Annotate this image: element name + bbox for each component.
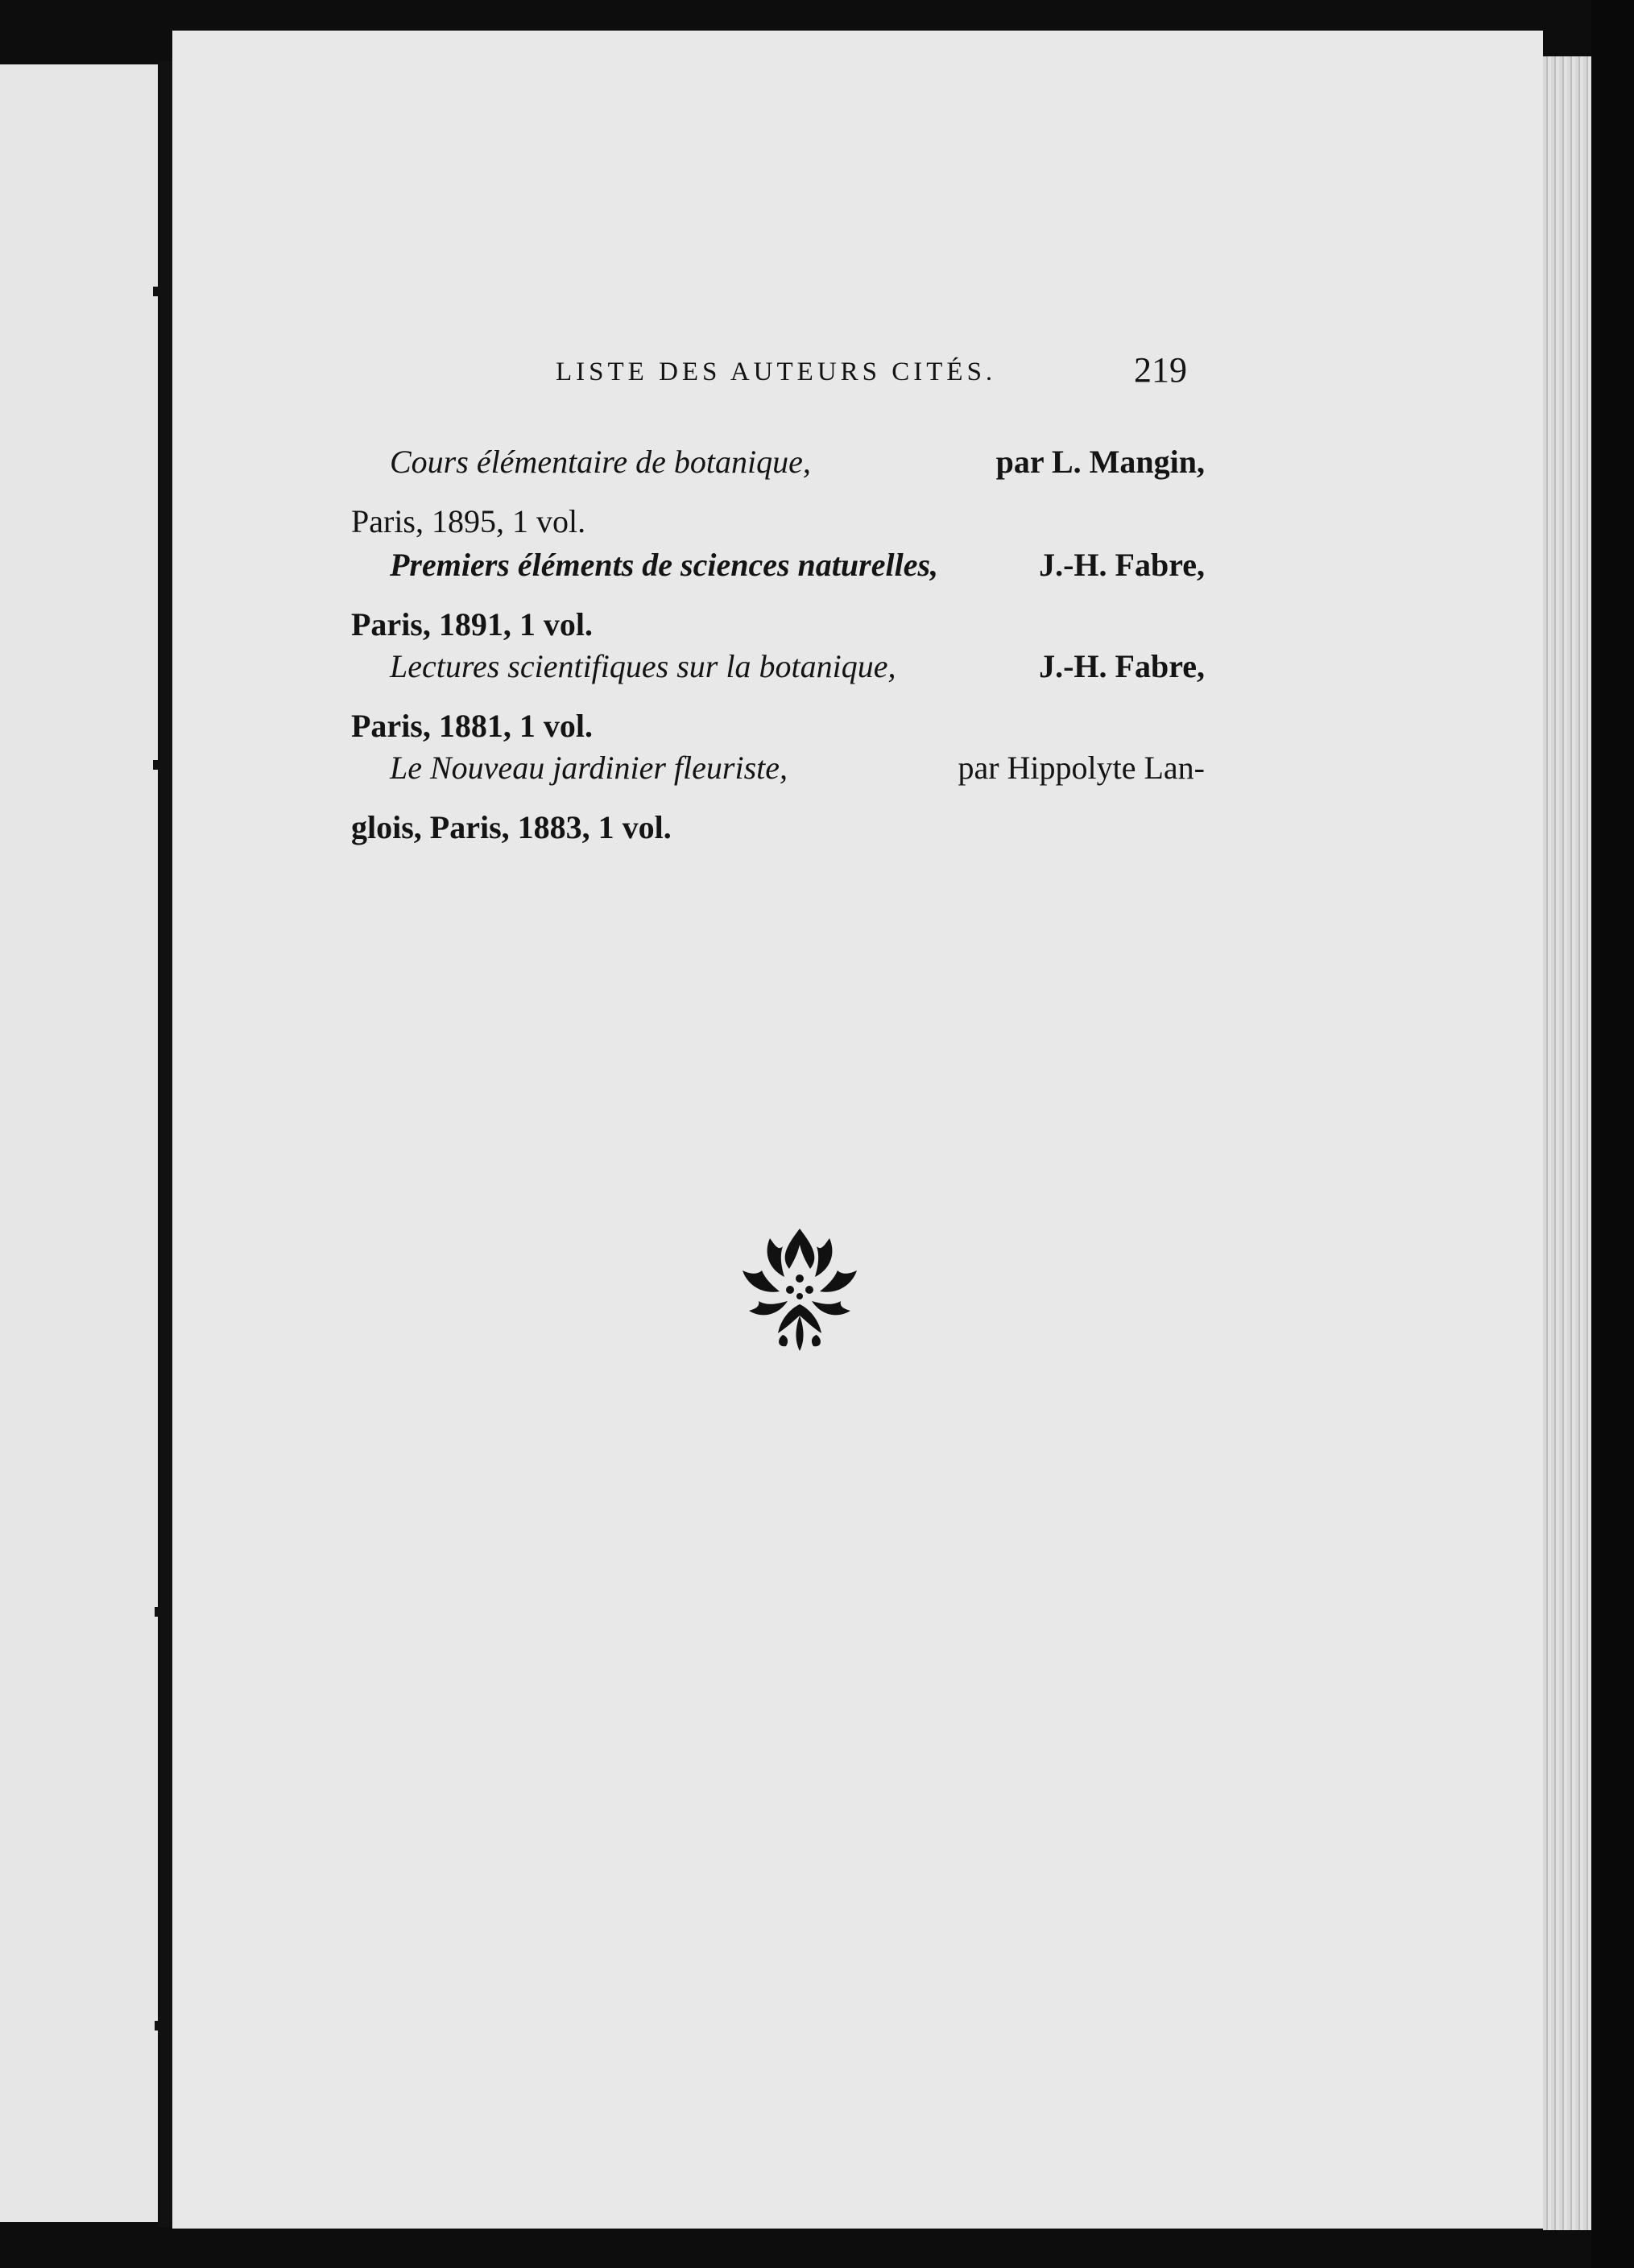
gutter-stitch-mark xyxy=(155,2021,172,2030)
scan-border-right xyxy=(1591,0,1634,2268)
entry-author: par Hippolyte Lan- xyxy=(958,750,1205,786)
bibliography-entry xyxy=(351,752,1205,844)
entry-author: par L. Mangin, xyxy=(995,444,1205,480)
entry-title: Premiers éléments de sciences naturelles, xyxy=(390,547,939,583)
entry-continuation: Paris, 1881, 1 vol. xyxy=(351,708,593,744)
bibliography-entry xyxy=(351,549,1205,641)
gutter-stitch-mark xyxy=(153,287,171,296)
entry-title: Lectures scientifiques sur la botanique, xyxy=(390,648,896,684)
bibliography-entry xyxy=(351,446,1205,538)
facing-page-edge xyxy=(0,64,158,2222)
page-stack-edges xyxy=(1543,56,1591,2230)
entry-author: J.-H. Fabre, xyxy=(1039,547,1205,583)
gutter-stitch-mark xyxy=(155,1607,172,1617)
bibliography-entry xyxy=(351,648,1205,744)
entry-continuation: glois, Paris, 1883, 1 vol. xyxy=(351,809,672,845)
running-title: LISTE DES AUTEURS CITÉS. xyxy=(556,357,997,386)
gutter-stitch-mark xyxy=(153,760,171,770)
entry-title: Le Nouveau jardinier fleuriste, xyxy=(390,750,788,786)
entry-author: J.-H. Fabre, xyxy=(1039,648,1205,684)
entry-title: Cours élémentaire de botanique, xyxy=(390,444,811,480)
book-gutter xyxy=(158,61,174,2227)
entry-continuation: Paris, 1891, 1 vol. xyxy=(351,606,593,642)
floral-fleuron-icon xyxy=(731,1221,868,1357)
page-number: 219 xyxy=(1134,350,1187,390)
entry-continuation: Paris, 1895, 1 vol. xyxy=(351,503,586,539)
